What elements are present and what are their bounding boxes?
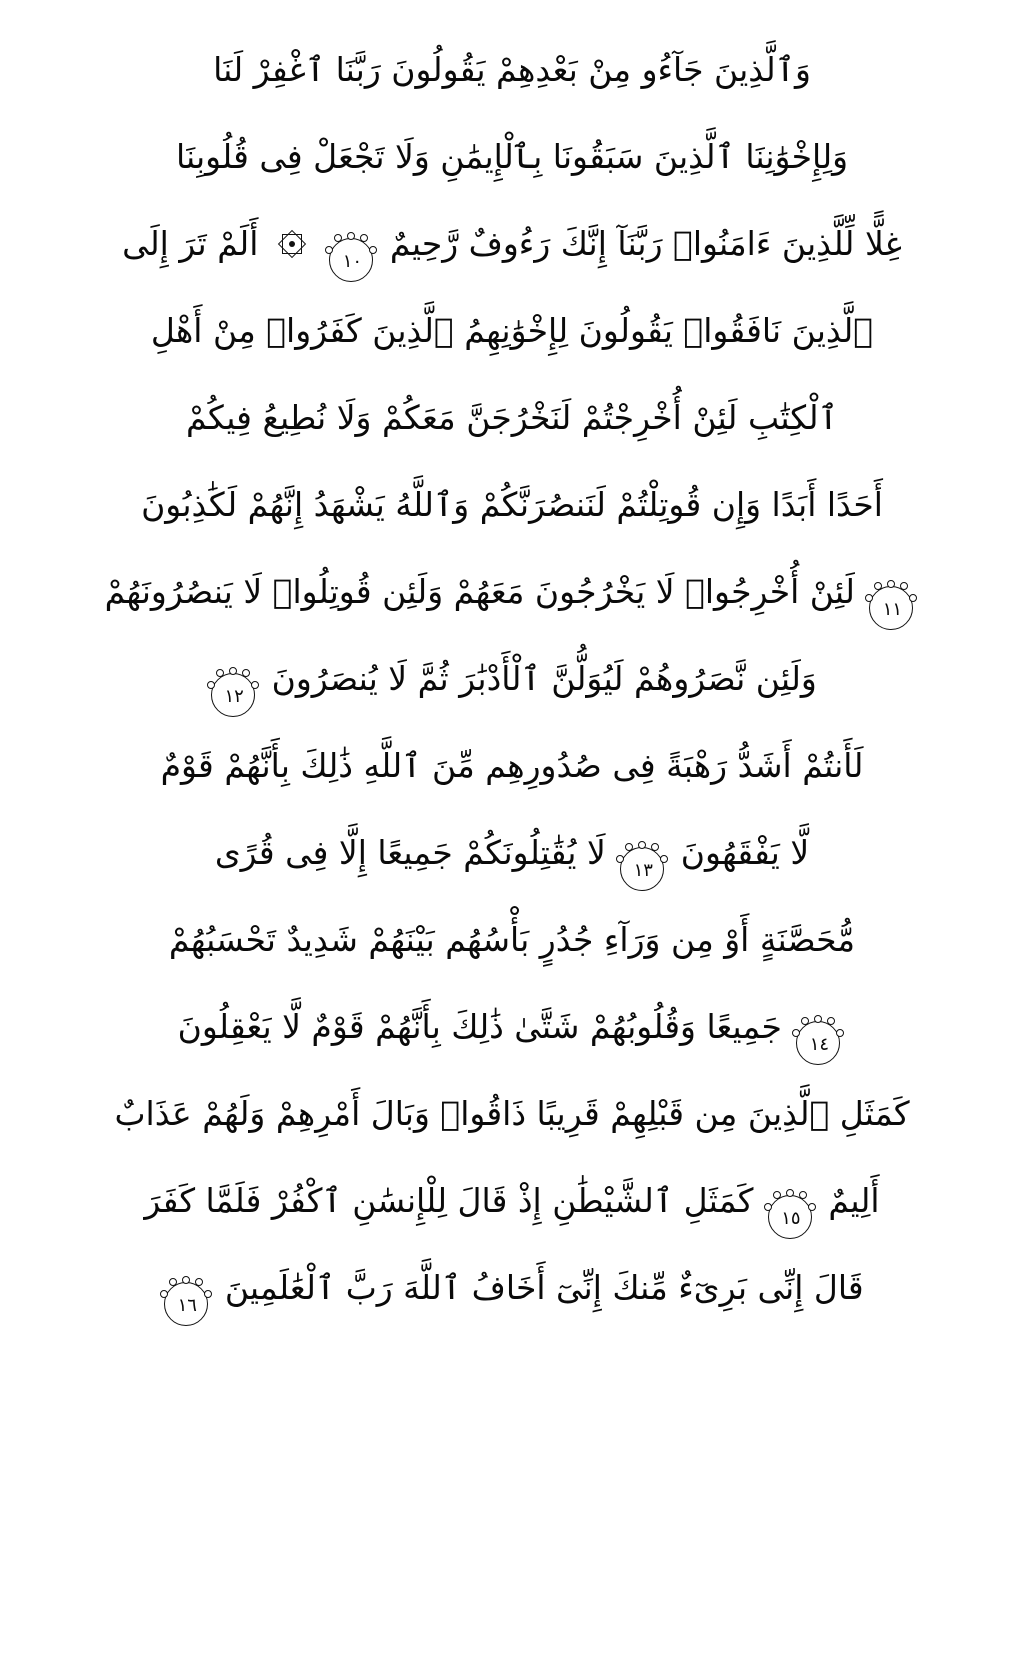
ayah-number-marker-16: ١٦	[164, 1282, 210, 1328]
ayah-text: لَأَنتُمْ أَشَدُّ رَهْبَةً فِى صُدُورِهِم مِّنَ ٱللَّهِ ذَٰلِكَ بِأَنَّهُمْ قَوْمٌ	[160, 746, 864, 785]
ayah-number-marker-10: ١٠	[329, 238, 375, 284]
text-line-2	[40, 113, 984, 200]
ayah-text: وَلَئِن نَّصَرُوهُمْ لَيُوَلُّنَّ ٱلْأَدْبَٰرَ ثُمَّ لَا يُنصَرُونَ	[271, 659, 817, 698]
ayah-number-marker-12: ١٢	[211, 673, 257, 719]
ayah-text: جَمِيعًا وَقُلُوبُهُمْ شَتَّىٰ ذَٰلِكَ بِأَنَّهُمْ قَوْمٌ لَّا يَعْقِلُونَ	[177, 1007, 782, 1046]
ayah-number-marker-13: ١٣	[620, 847, 666, 893]
text-line-12	[40, 983, 984, 1070]
text-line-1	[40, 26, 984, 113]
text-line-6	[40, 461, 984, 548]
ayah-number-marker-14: ١٤	[796, 1021, 842, 1067]
ayah-text: وَٱلَّذِينَ جَآءُو مِنْ بَعْدِهِمْ يَقُولُونَ رَبَّنَا ٱغْفِرْ لَنَا	[213, 50, 811, 89]
ayah-number-marker-15: ١٥	[768, 1195, 814, 1241]
ayah-text: غِلًّا لِّلَّذِينَ ءَامَنُوا۟ رَبَّنَآ إِنَّكَ رَءُوفٌ رَّحِيمٌ	[389, 224, 902, 263]
ayah-text: ٱلَّذِينَ نَافَقُوا۟ يَقُولُونَ لِإِخْوَٰنِهِمُ ٱلَّذِينَ كَفَرُوا۟ مِنْ أَهْلِ	[150, 311, 874, 350]
ayah-number-marker-11: ١١	[869, 586, 915, 632]
ayah-text: كَمَثَلِ ٱلَّذِينَ مِن قَبْلِهِمْ قَرِيبًا ذَاقُوا۟ وَبَالَ أَمْرِهِمْ وَلَهُمْ عَذَابٌ	[114, 1094, 910, 1133]
text-line-8	[40, 635, 984, 722]
ayah-text: مُّحَصَّنَةٍ أَوْ مِن وَرَآءِ جُدُرٍ بَأْسُهُم بَيْنَهُمْ شَدِيدٌ تَحْسَبُهُمْ	[168, 920, 856, 959]
ayah-text-continued: لَا يُقَٰتِلُونَكُمْ جَمِيعًا إِلَّا فِى قُرًى	[214, 833, 606, 872]
ayah-text: لَّا يَفْقَهُونَ	[680, 833, 810, 872]
quran-text-body	[40, 26, 984, 1331]
text-line-13	[40, 1070, 984, 1157]
ayah-text: أَلِيمٌ	[828, 1181, 880, 1220]
ayah-text: لَئِنْ أُخْرِجُوا۟ لَا يَخْرُجُونَ مَعَهُمْ وَلَئِن قُوتِلُوا۟ لَا يَنصُرُونَهُمْ	[104, 572, 855, 611]
text-line-4	[40, 287, 984, 374]
text-line-14	[40, 1157, 984, 1244]
ayah-text-continued: كَمَثَلِ ٱلشَّيْطَٰنِ إِذْ قَالَ لِلْإِنسَٰنِ ٱكْفُرْ فَلَمَّا كَفَرَ	[144, 1181, 754, 1220]
ayah-text-continued: أَلَمْ تَرَ إِلَى	[122, 224, 259, 263]
text-line-11	[40, 896, 984, 983]
ayah-text: قَالَ إِنِّى بَرِىٓءٌ مِّنكَ إِنِّىٓ أَخَافُ ٱللَّهَ رَبَّ ٱلْعَٰلَمِينَ	[224, 1268, 864, 1307]
text-line-15	[40, 1244, 984, 1331]
text-line-5	[40, 374, 984, 461]
ayah-text: ٱلْكِتَٰبِ لَئِنْ أُخْرِجْتُمْ لَنَخْرُجَنَّ مَعَكُمْ وَلَا نُطِيعُ فِيكُمْ	[186, 398, 838, 437]
text-line-7	[40, 548, 984, 635]
ayah-text: أَحَدًا أَبَدًا وَإِن قُوتِلْتُمْ لَنَنصُرَنَّكُمْ وَٱللَّهُ يَشْهَدُ إِنَّهُمْ لَكَٰذِبُونَ	[141, 485, 883, 524]
text-line-3	[40, 200, 984, 287]
rub-el-hizb-icon	[275, 227, 309, 261]
text-line-10	[40, 809, 984, 896]
ayah-text: وَلِإِخْوَٰنِنَا ٱلَّذِينَ سَبَقُونَا بِٱلْإِيمَٰنِ وَلَا تَجْعَلْ فِى قُلُوبِنَا	[175, 137, 849, 176]
text-line-9	[40, 722, 984, 809]
